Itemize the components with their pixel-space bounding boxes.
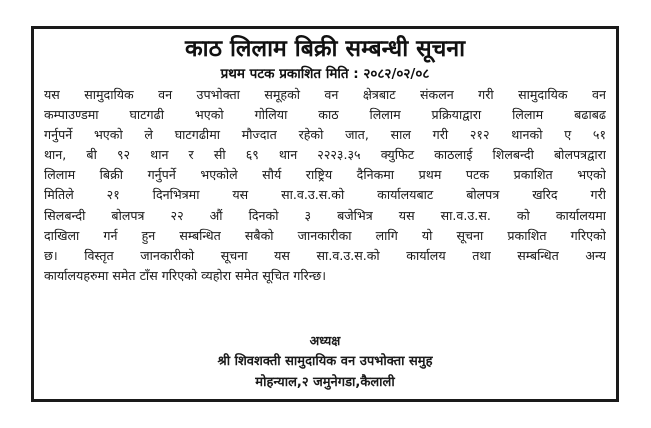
body-line: छ। विस्तृत जानकारीको सूचना यस सा.व.उ.स.को कार्यालय तथा सम्बन्धित अन्य <box>44 247 606 263</box>
signature-block <box>34 331 616 393</box>
body-line: गर्नुपर्ने भएको ले घाटगढीमा मौज्दात रहेको जात, साल गरी २१२ थानको ए ५१ <box>44 127 606 143</box>
body-line: थान, बी ९२ थान र सी ६९ थान २२२३.३५ क्युफिट काठलाई शिलबन्दी बोलपत्रद्वारा <box>44 147 606 163</box>
signatory-role: अध्यक्ष <box>309 333 341 348</box>
organization-address: मोहन्याल,२ जमुनेगडा,कैलाली <box>255 375 395 390</box>
body-line: लिलाम बिक्री गर्नुपर्ने भएकोले सौर्य राष्ट्रिय दैनिकमा प्रथम पटक प्रकाशित भएको <box>44 167 606 183</box>
body-line: दाखिला गर्न हुन सम्बन्धित सबैको जानकारीका लागि यो सूचना प्रकाशित गरिएको <box>44 227 606 243</box>
body-line: कार्यालयहरुमा समेत टाँस गरिएको व्यहोरा समेत सूचित गरिन्छ। <box>44 267 326 283</box>
body-line: यस सामुदायिक वन उपभोक्ता समूहको वन क्षेत्रबाट संकलन गरी सामुदायिक वन <box>44 87 606 102</box>
organization-name: श्री शिवशक्ती सामुदायिक वन उपभोक्ता समुह <box>217 354 433 369</box>
notice-frame <box>31 26 619 402</box>
publication-date: प्रथम पटक प्रकाशित मिति : २०८२/०२/०८ <box>220 66 430 82</box>
body-line: सिलबन्दी बोलपत्र २२ औं दिनको ३ बजेभित्र यस सा.व.उ.स. को कार्यालयमा <box>44 207 606 223</box>
notice-body <box>44 85 606 286</box>
body-line: मितिले २१ दिनभित्रमा यस सा.व.उ.स.को कार्यालयबाट बोलपत्र खरिद गरी <box>44 187 606 203</box>
body-line: कम्पाउण्डमा घाटगढी भएको गोलिया काठ लिलाम प्रक्रियाद्वारा लिलाम बढाबढ <box>44 107 606 123</box>
notice-title: काठ लिलाम बिक्री सम्बन्धी सूचना <box>184 36 466 62</box>
